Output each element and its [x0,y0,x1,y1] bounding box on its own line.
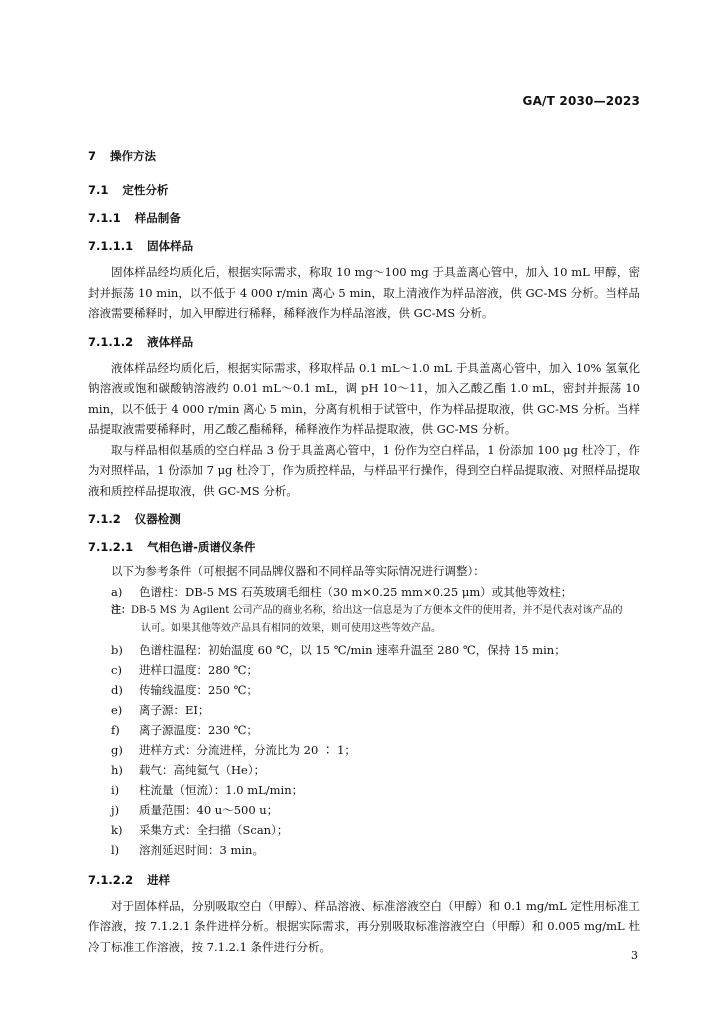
list-item [88,680,640,700]
list-item-text: 载气：高纯氦气（He）； [139,762,266,777]
note-line-1: DB-5 MS 为 Agilent 公司产品的商业名称，给出这一信息是为了方便本文件的使用者，并不是代表对该产品的 [131,604,623,616]
paragraph-liquid-sample: 液体样品经均质化后，根据实际需求，移取样品 0.1 mL～1.0 mL 于具盖离心管中，加入 10% 氢氧化钠溶液或饱和碳酸钠溶液约 0.01 mL～0.1 mL，调 pH 10～11，加入乙酸乙酯 1.0 mL，密封并振荡 10 min，以不低于 4 000 r/min 离心 5 min，分离有机相于试管中，作为样品提取液，供 GC-MS 分析。当样品提取液需要稀释时，用乙酸乙酯稀释，稀释液作为样品提取液，供 GC-MS 分析。 [88,360,640,436]
heading-7-1-1-1 [88,238,640,254]
list-item-text: 色谱柱：DB-5 MS 石英玻璃毛细柱（30 m×0.25 mm×0.25 μm）或其他等效柱； [139,584,573,599]
list-item-text: 离子源温度：230 ℃； [139,722,258,737]
list-item [88,760,640,780]
heading-number: 7.1.1.1 [88,239,134,253]
heading-title: 定性分析 [122,183,169,197]
list-item-label: f) [111,722,120,737]
list-item-label: l) [111,842,120,857]
list-item-label: k) [111,822,123,837]
note-label: 注： [111,604,131,616]
heading-title: 气相色谱-质谱仪条件 [147,540,256,554]
list-item [88,700,640,720]
list-item-label: h) [111,762,123,777]
heading-title: 仪器检测 [134,512,181,526]
document-body [88,148,640,957]
heading-7-1-2 [88,511,640,527]
list-item-label: b) [111,642,123,657]
list-item [88,820,640,840]
list-item-text: 溶剂延迟时间：3 min。 [139,842,264,857]
paragraph-solid-sample: 固体样品经均质化后，根据实际需求，称取 10 mg～100 mg 于具盖离心管中，加入 10 mL 甲醇，密封并振荡 10 min，以不低于 4 000 r/min 离心 5 min，取上清液作为样品溶液，供 GC-MS 分析。当样品溶液需要稀释时，加入甲醇进行稀释，稀释液作为样品溶液，供 GC-MS 分析。 [88,265,640,320]
list-item-label: i) [111,782,120,797]
standard-code: GA/T 2030—2023 [522,94,640,108]
list-item-text: 质量范围：40 u～500 u； [139,802,279,817]
list-item [88,582,640,602]
list-item [88,660,640,680]
list-item-text: 进样口温度：280 ℃； [139,662,258,677]
heading-title: 样品制备 [134,211,181,225]
list-item-text: 离子源：EI； [139,702,210,717]
heading-number: 7 [88,149,97,163]
heading-7-1-1-2 [88,334,640,350]
list-item-label: d) [111,682,123,697]
list-item-text: 色谱柱温程：初始温度 60 ℃，以 15 ℃/min 速率升温至 280 ℃，保持 15 min； [139,642,566,657]
paragraph-injection: 对于固体样品，分别吸取空白（甲醇）、样品溶液、标准溶液空白（甲醇）和 0.1 mg/mL 定性用标准工作溶液，按 7.1.2.1 条件进样分析。根据实际需求，再分别吸取标准溶液空白（甲醇）和 0.005 mg/mL 杜冷丁标准工作溶液，按 7.1.2.1 条件进行分析。 [88,898,640,954]
list-item [88,800,640,820]
conditions-intro: 以下为参考条件（可根据不同品牌仪器和不同样品等实际情况进行调整）： [111,564,485,578]
list-item-text: 进样方式：分流进样，分流比为 20 ∶ 1； [139,742,356,757]
note-line-2: 认可。如果其他等效产品具有相同的效果，则可使用这些等效产品。 [141,622,441,634]
list-item-label: c) [111,662,122,677]
heading-7-1-1 [88,210,640,226]
heading-number: 7.1.2.1 [88,540,134,554]
conditions-list [88,640,640,860]
list-item-label: g) [111,742,123,757]
list-item-text: 传输线温度：250 ℃； [139,682,258,697]
heading-7-1-2-1 [88,539,640,555]
heading-7-1-2-2 [88,872,640,888]
heading-title: 进样 [147,872,171,887]
list-item-label: e) [111,702,123,717]
list-item [88,720,640,740]
heading-title: 液体样品 [147,334,194,349]
list-item [88,640,640,660]
heading-number: 7.1.2.2 [88,872,134,887]
list-item [88,780,640,800]
list-item-label: j) [111,802,120,817]
heading-number: 7.1 [88,183,109,197]
heading-title: 固体样品 [147,239,194,253]
list-item-text: 柱流量（恒流）：1.0 mL/min； [139,782,304,797]
heading-7-1 [88,182,640,198]
note [111,602,640,638]
heading-title: 操作方法 [110,149,157,163]
heading-number: 7.1.1 [88,211,121,225]
heading-7 [88,148,640,164]
list-item [88,740,640,760]
list-item [88,840,640,860]
heading-number: 7.1.1.2 [88,334,134,349]
list-item-label: a) [111,584,123,599]
list-item-text: 采集方式：全扫描（Scan）； [139,822,289,837]
paragraph-control-sample: 取与样品相似基质的空白样品 3 份于具盖离心管中，1 份作为空白样品，1 份添加 100 μg 杜冷丁，作为对照样品，1 份添加 7 μg 杜冷丁，作为质控样品，与样品平行操作，得到空白样品提取液、对照样品提取液和质控样品提取液，供 GC-MS 分析。 [88,442,640,498]
page-number: 3 [631,949,638,962]
heading-number: 7.1.2 [88,512,121,526]
